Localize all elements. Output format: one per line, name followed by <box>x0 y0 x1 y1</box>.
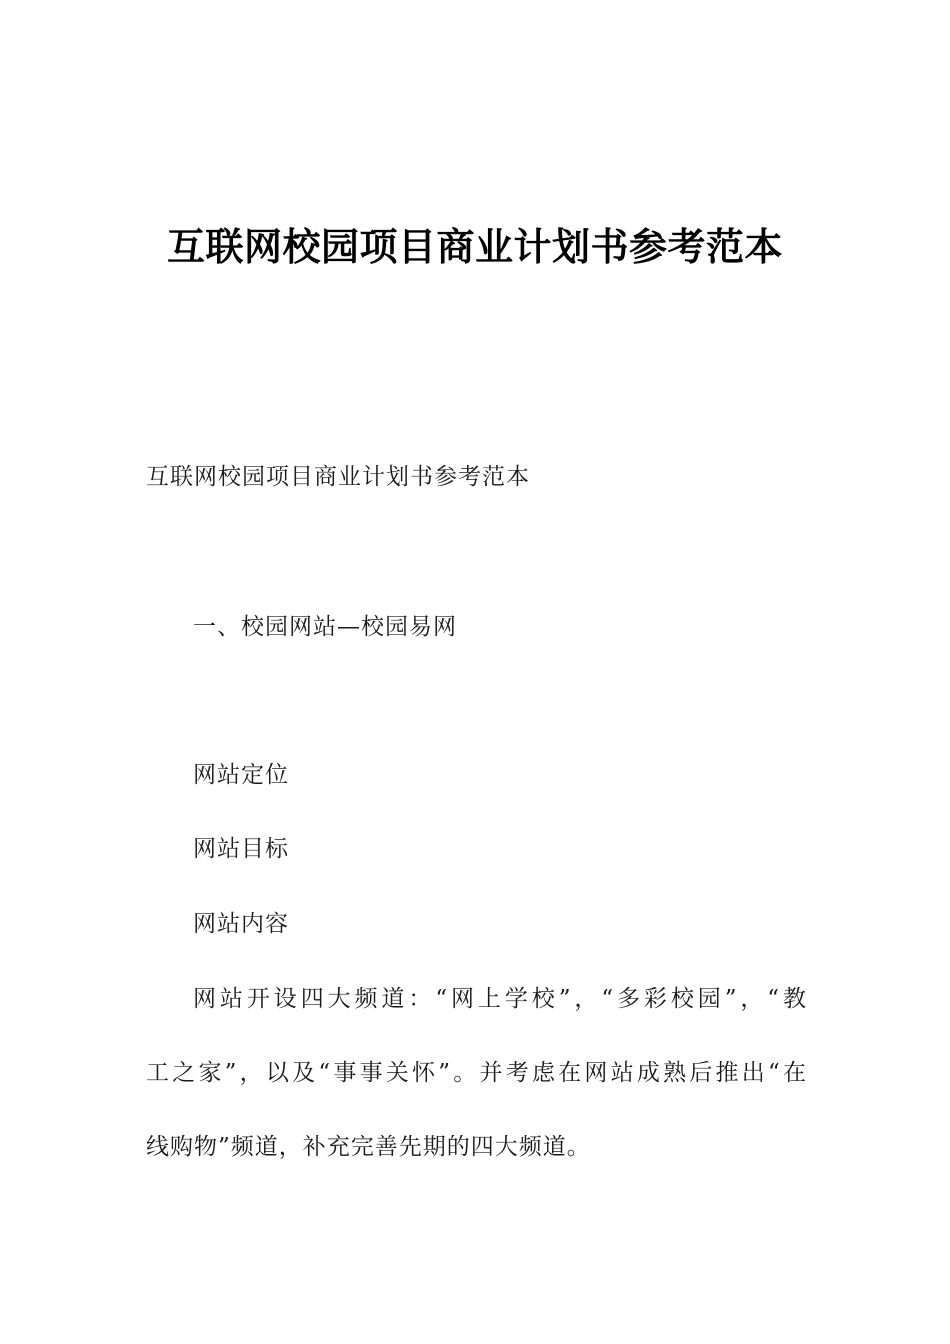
paragraph-line: 网站开设四大频道：“网上学校”，“多彩校园”，“教 <box>193 986 806 1012</box>
list-item: 网站定位 <box>193 762 289 788</box>
paragraph-line: 线购物”频道，补充完善先期的四大频道。 <box>146 1134 591 1160</box>
document-title: 互联网校园项目商业计划书参考范本 <box>166 225 783 269</box>
document-subtitle: 互联网校园项目商业计划书参考范本 <box>146 464 530 490</box>
section-heading: 一、校园网站—校园易网 <box>193 614 457 640</box>
list-item: 网站目标 <box>193 836 289 862</box>
body-paragraph <box>146 984 806 1206</box>
list-item: 网站内容 <box>193 911 289 937</box>
paragraph-line: 工之家”，以及“事事关怀”。并考虑在网站成熟后推出“在 <box>146 1060 806 1086</box>
